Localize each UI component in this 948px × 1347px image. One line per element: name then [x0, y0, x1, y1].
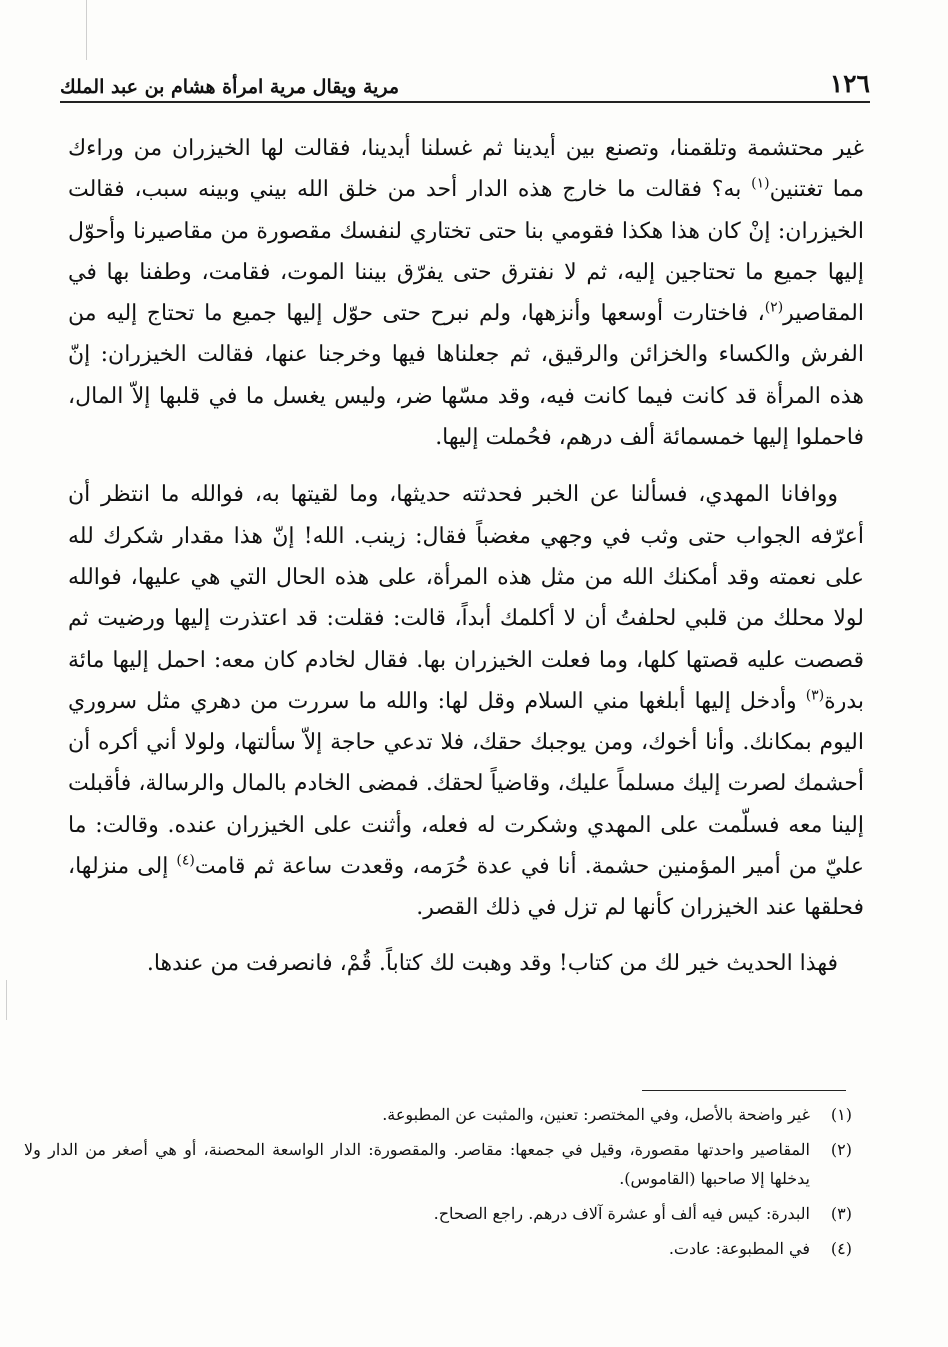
footnote-text: في المطبوعة: عادت. — [668, 1239, 810, 1258]
paragraph-1 — [68, 128, 864, 458]
scan-margin-line — [86, 0, 87, 60]
footnote — [24, 1199, 852, 1228]
footnote-ref-4: (٤) — [176, 852, 195, 869]
footnote — [24, 1100, 852, 1129]
footnote-text: غير واضحة بالأصل، وفي المختصر: تعنين، والمثبت عن المطبوعة. — [382, 1105, 810, 1124]
text-run: ووافانا المهدي، فسألنا عن الخبر فحدثته حديثها، وما لقيتها به، فوالله ما انتظر أن أعرّفه الجواب حتى وثب في وجهي مغضباً فقال: زينب. الله! إنّ هذا مقدار شكرك لله على نعمته وقد أمكنك الله من مثل هذه المرأة، على هذه الحال التي هي عليها، فوالله لولا محلك من قلبي لحلفتُ أن لا أكلمك أبداً، قالت: فقلت: قد اعتذرت إليها ورضيت ثم قصصت عليه قصتها كلها، وما فعلت الخيزران بها. فقال لخادم كان معه: احمل إليها مائة بدرة — [68, 482, 864, 714]
footnote — [24, 1234, 852, 1263]
page-number: ١٢٦ — [829, 69, 870, 98]
footnote-number: (١) — [830, 1105, 852, 1124]
footnote-text: البدرة: كيس فيه ألف أو عشرة آلاف درهم. راجع الصحاح. — [433, 1204, 810, 1223]
footnote-number: (٣) — [830, 1204, 852, 1223]
main-text — [68, 128, 864, 984]
footnote — [24, 1135, 852, 1193]
text-run: ، فاختارت أوسعها وأنزهها، ولم نبرح حتى حوّل إليها جميع ما تحتاج إليه من الفرش والكساء والخزائن والرقيق، ثم جعلناها فيها وخرجنا عنها، فقالت الخيزران: إنّ هذه المرأة قد كانت فيما كانت فيه، وقد مسّها ضر، وليس يغسل ما في قلبها إلاّ المال، فاحملوا إليها خمسمائة ألف درهم، فحُملت إليها. — [68, 301, 864, 451]
paragraph-3: فهذا الحديث خير لك من كتاب! وقد وهبت لك كتاباً. قُمْ، فانصرفت من عندها. — [146, 950, 838, 976]
footnote-ref-3: (٣) — [805, 687, 825, 704]
running-title: مرية ويقال مرية امرأة هشام بن عبد الملك — [60, 76, 400, 98]
header-rule — [60, 101, 870, 103]
scan-margin-line — [6, 980, 7, 1020]
text-run: وأدخل إليها أبلغها مني السلام وقل لها: والله ما سررت من دهري مثل سروري اليوم بمكانك. وأنا أخوك، ومن يوجبك حقك، فلا تدعي حاجة إلاّ سألتها، ولولا أني أكره أن أحشمك لصرت إليك مسلماً عليك، وقاضياً لحقك. فمضى الخادم بالمال والرسالة، فأقبلت إلينا معه فسلّمت على المهدي وشكرت له فعله، وأثنت على الخيزران عنده. وقالت: ما عليّ من أمير المؤمنين حشمة. أنا في عدة حُرَمه، وقعدت ساعة ثم قامت — [68, 688, 864, 880]
footnote-rule — [642, 1090, 846, 1091]
footnote-ref-2: (٢) — [764, 299, 784, 316]
text-run: غير محتشمة وتلقمنا، وتصنع بين أيدينا ثم غسلنا أيدينا، فقالت لها الخيزران من وراءك مما تغتنين — [68, 136, 864, 203]
footnote-ref-1: (١) — [751, 175, 770, 192]
text-run: إلى منزلها، فحلقها عند الخيزران كأنها لم تزل في ذلك القصر. — [68, 854, 864, 921]
footnote-number: (٢) — [830, 1140, 852, 1159]
paragraph-2 — [68, 474, 864, 928]
footnote-number: (٤) — [830, 1239, 852, 1258]
text-run: به؟ فقالت ما خارج هذه الدار أحد من خلق الله بيني وبينه سبب، فقالت الخيزران: إنْ كان هذا هكذا فقومي بنا حتى تختاري لنفسك مقصورة من مقاصيرنا وأحوّل إليها جميع ما تحتاجين إليه، ثم لا نفترق حتى يفرّق بيننا الموت، فقامت، وطفنا بها في المقاصير — [68, 177, 864, 327]
footnote-text: المقاصير واحدتها مقصورة، وقيل في جمعها: مقاصر. والمقصورة: الدار الواسعة المحصنة، أو هي أصغر من الدار ولا يدخلها إلا صاحبها (القاموس). — [24, 1140, 810, 1188]
footnotes — [24, 1100, 852, 1269]
page-header — [60, 58, 870, 98]
